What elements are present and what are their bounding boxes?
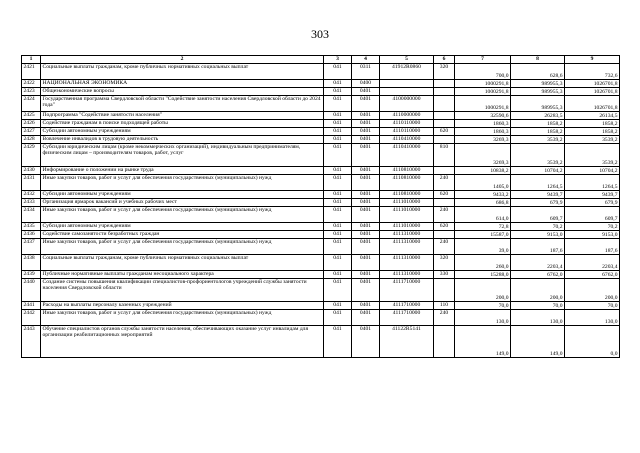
amount-col9: 732,6 [565, 64, 620, 80]
target-article-code: 4111310000 [380, 271, 434, 279]
amount-col8: 6762,0 [511, 271, 565, 279]
target-article-code: 4111010000 [380, 223, 434, 231]
section-code: 0401 [352, 112, 380, 120]
page-number: 303 [311, 27, 329, 41]
table-row [22, 88, 620, 96]
section-code: 0401 [352, 136, 380, 144]
column-header: 3 [324, 56, 352, 64]
row-name: Подпрограмма "Содействие занятости населения" [41, 112, 324, 120]
ministry-code: 041 [324, 239, 352, 255]
amount-col8: 609,7 [511, 207, 565, 223]
amount-col8: 9153,0 [511, 231, 565, 239]
row-number: 2438 [22, 255, 41, 271]
amount-col8: 9439,7 [511, 191, 565, 199]
expense-type-code [434, 167, 455, 175]
target-article-code: 4110110000 [380, 128, 434, 136]
target-article-code: 41122R5141 [380, 326, 434, 358]
table-row [22, 167, 620, 175]
column-header: 1 [22, 56, 41, 64]
row-number: 2433 [22, 199, 41, 207]
amount-col9: 70,2 [565, 223, 620, 231]
ministry-code: 041 [324, 271, 352, 279]
row-name: Субсидии юридическим лицам (кроме некоммерческих организаций), индивидуальным предпринимателям, физическим лицам – производителям товаров, работ, услуг [41, 144, 324, 167]
row-number: 2425 [22, 112, 41, 120]
target-article-code: 4111710000 [380, 302, 434, 310]
table-header-row [22, 56, 620, 64]
row-number: 2422 [22, 80, 41, 88]
section-code: 0401 [352, 128, 380, 136]
ministry-code: 041 [324, 167, 352, 175]
row-name: Иные закупки товаров, работ и услуг для обеспечения государственных (муниципальных) нужд [41, 175, 324, 191]
column-header: 7 [455, 56, 511, 64]
ministry-code: 041 [324, 80, 352, 88]
amount-col9: 6762,0 [565, 271, 620, 279]
column-header: 5 [380, 56, 434, 64]
section-code: 0311 [352, 64, 380, 80]
amount-col7: 39,0 [455, 239, 511, 255]
amount-col7: 70,0 [455, 302, 511, 310]
row-name: Субсидии автономным учреждениям [41, 223, 324, 231]
row-number: 2426 [22, 120, 41, 128]
amount-col8: 200,0 [511, 279, 565, 302]
amount-col9: 10704,2 [565, 167, 620, 175]
section-code: 0401 [352, 223, 380, 231]
amount-col9: 130,0 [565, 310, 620, 326]
amount-col8: 70,2 [511, 223, 565, 231]
row-name: Государственная программа Свердловской области "Содействие занятости населения Свердловской области до 2024 года" [41, 96, 324, 112]
amount-col8: 3539,2 [511, 144, 565, 167]
amount-col9: 1026701,8 [565, 80, 620, 88]
section-code: 0401 [352, 120, 380, 128]
expense-type-code: 620 [434, 191, 455, 199]
amount-col7: 10838,2 [455, 167, 511, 175]
table-row [22, 271, 620, 279]
amount-col8: 3539,2 [511, 136, 565, 144]
row-name: Содействие самозанятости безработных граждан [41, 231, 324, 239]
expense-type-code [434, 112, 455, 120]
column-header: 8 [511, 56, 565, 64]
row-name: Обучение специалистов органов службы занятости населения, обеспечивающих оказание услуг инвалидам для организации реабилитационных мероприятий [41, 326, 324, 358]
table-row [22, 64, 620, 80]
section-code: 0401 [352, 175, 380, 191]
amount-col8: 2203,4 [511, 255, 565, 271]
ministry-code: 041 [324, 88, 352, 96]
amount-col9: 9439,7 [565, 191, 620, 199]
row-name: Создание системы повышения квалификации специалистов-профориентологов учреждений службы занятости населения Свердловской области [41, 279, 324, 302]
amount-col8: 1858,2 [511, 128, 565, 136]
table-row [22, 223, 620, 231]
target-article-code: 4111310000 [380, 231, 434, 239]
row-number: 2436 [22, 231, 41, 239]
expense-type-code [434, 80, 455, 88]
section-code: 0401 [352, 302, 380, 310]
amount-col7: 32590,6 [455, 112, 511, 120]
section-code: 0401 [352, 239, 380, 255]
section-code: 0401 [352, 199, 380, 207]
row-number: 2443 [22, 326, 41, 358]
ministry-code: 041 [324, 112, 352, 120]
expense-type-code: 240 [434, 239, 455, 255]
row-name: Общеэкономические вопросы [41, 88, 324, 96]
expense-type-code: 240 [434, 207, 455, 223]
ministry-code: 041 [324, 207, 352, 223]
table-row [22, 191, 620, 199]
row-number: 2441 [22, 302, 41, 310]
amount-col7: 15288,0 [455, 271, 511, 279]
ministry-code: 041 [324, 199, 352, 207]
table-row [22, 96, 620, 112]
target-article-code: 4110110000 [380, 120, 434, 128]
row-number: 2430 [22, 167, 41, 175]
target-article-code: 4111310000 [380, 255, 434, 271]
ministry-code: 041 [324, 302, 352, 310]
amount-col8: 26283,5 [511, 112, 565, 120]
section-code: 0401 [352, 144, 380, 167]
column-header: 2 [41, 56, 324, 64]
amount-col7: 149,0 [455, 326, 511, 358]
amount-col8: 679,9 [511, 199, 565, 207]
ministry-code: 041 [324, 326, 352, 358]
row-name: Субсидии автономным учреждениям [41, 128, 324, 136]
target-article-code: 4111010000 [380, 207, 434, 223]
amount-col9: 1264,5 [565, 175, 620, 191]
expense-type-code: 810 [434, 144, 455, 167]
target-article-code: 4110410000 [380, 136, 434, 144]
row-name: НАЦИОНАЛЬНАЯ ЭКОНОМИКА [41, 80, 324, 88]
amount-col7: 1000291,8 [455, 88, 511, 96]
expense-type-code [434, 326, 455, 358]
row-number: 2421 [22, 64, 41, 80]
table-row [22, 255, 620, 271]
amount-col9: 187,6 [565, 239, 620, 255]
target-article-code [380, 80, 434, 88]
section-code: 0401 [352, 207, 380, 223]
table-body [22, 64, 620, 358]
section-code: 0401 [352, 271, 380, 279]
section-code: 0401 [352, 279, 380, 302]
amount-col7: 130,0 [455, 310, 511, 326]
amount-col9: 70,0 [565, 302, 620, 310]
amount-col7: 15587,0 [455, 231, 511, 239]
section-code: 0401 [352, 231, 380, 239]
amount-col8: 989955,3 [511, 96, 565, 112]
section-code: 0401 [352, 88, 380, 96]
expense-type-code [434, 199, 455, 207]
amount-col7: 1860,3 [455, 128, 511, 136]
target-article-code: 4110410000 [380, 144, 434, 167]
table-row [22, 326, 620, 358]
amount-col7: 1405,0 [455, 175, 511, 191]
expense-type-code [434, 231, 455, 239]
row-name: Социальные выплаты гражданам, кроме публичных нормативных социальных выплат [41, 255, 324, 271]
table-row [22, 175, 620, 191]
row-number: 2432 [22, 191, 41, 199]
expense-type-code [434, 88, 455, 96]
table-row [22, 279, 620, 302]
row-number: 2423 [22, 88, 41, 96]
row-number: 2427 [22, 128, 41, 136]
amount-col8: 989955,3 [511, 80, 565, 88]
target-article-code: 4111010000 [380, 199, 434, 207]
amount-col7: 1860,3 [455, 120, 511, 128]
amount-col9: 679,9 [565, 199, 620, 207]
ministry-code: 041 [324, 128, 352, 136]
ministry-code: 041 [324, 279, 352, 302]
amount-col7: 9433,2 [455, 191, 511, 199]
expense-type-code [434, 279, 455, 302]
target-article-code: 4111710000 [380, 279, 434, 302]
expense-type-code [434, 120, 455, 128]
row-name: Расходы на выплаты персоналу казенных учреждений [41, 302, 324, 310]
expense-type-code: 320 [434, 64, 455, 80]
expense-type-code: 110 [434, 302, 455, 310]
amount-col9: 2203,4 [565, 255, 620, 271]
row-number: 2429 [22, 144, 41, 167]
expense-type-code: 240 [434, 175, 455, 191]
amount-col8: 628,6 [511, 64, 565, 80]
expense-type-code: 620 [434, 128, 455, 136]
row-number: 2440 [22, 279, 41, 302]
row-name: Субсидии автономным учреждениям [41, 191, 324, 199]
target-article-code: 4110000000 [380, 112, 434, 120]
ministry-code: 041 [324, 136, 352, 144]
amount-col9: 3539,2 [565, 136, 620, 144]
amount-col9: 3539,2 [565, 144, 620, 167]
table-row [22, 207, 620, 223]
budget-table [21, 55, 620, 358]
row-name: Информирование о положении на рынке труда [41, 167, 324, 175]
amount-col7: 3269,3 [455, 144, 511, 167]
expense-type-code [434, 136, 455, 144]
row-number: 2424 [22, 96, 41, 112]
amount-col8: 187,6 [511, 239, 565, 255]
amount-col9: 9153,0 [565, 231, 620, 239]
amount-col7: 700,0 [455, 64, 511, 80]
amount-col9: 200,0 [565, 279, 620, 302]
section-code: 0401 [352, 167, 380, 175]
amount-col9: 1858,2 [565, 120, 620, 128]
expense-type-code [434, 96, 455, 112]
amount-col8: 149,0 [511, 326, 565, 358]
target-article-code: 4110810000 [380, 175, 434, 191]
amount-col7: 686,8 [455, 199, 511, 207]
ministry-code: 041 [324, 120, 352, 128]
section-code: 0401 [352, 96, 380, 112]
amount-col7: 200,0 [455, 279, 511, 302]
ministry-code: 041 [324, 96, 352, 112]
expense-type-code: 320 [434, 255, 455, 271]
column-header: 6 [434, 56, 455, 64]
row-number: 2431 [22, 175, 41, 191]
amount-col7: 3269,3 [455, 136, 511, 144]
ministry-code: 041 [324, 64, 352, 80]
expense-type-code: 330 [434, 271, 455, 279]
ministry-code: 041 [324, 191, 352, 199]
amount-col9: 1858,2 [565, 128, 620, 136]
amount-col9: 26134,5 [565, 112, 620, 120]
expense-type-code: 240 [434, 310, 455, 326]
row-name: Иные закупки товаров, работ и услуг для обеспечения государственных (муниципальных) нужд [41, 239, 324, 255]
section-code: 0401 [352, 326, 380, 358]
target-article-code: 4100000000 [380, 96, 434, 112]
ministry-code: 041 [324, 223, 352, 231]
table-row [22, 199, 620, 207]
row-name: Иные закупки товаров, работ и услуг для обеспечения государственных (муниципальных) нужд [41, 207, 324, 223]
amount-col8: 130,0 [511, 310, 565, 326]
amount-col7: 260,0 [455, 255, 511, 271]
section-code: 0401 [352, 310, 380, 326]
table-row [22, 302, 620, 310]
row-number: 2428 [22, 136, 41, 144]
table-row [22, 112, 620, 120]
table-row [22, 120, 620, 128]
amount-col9: 1026701,8 [565, 96, 620, 112]
amount-col8: 10704,2 [511, 167, 565, 175]
table-row [22, 136, 620, 144]
table-row [22, 128, 620, 136]
target-article-code: 4111310000 [380, 239, 434, 255]
table-row [22, 239, 620, 255]
row-name: Публичные нормативные выплаты гражданам несоциального характера [41, 271, 324, 279]
ministry-code: 041 [324, 310, 352, 326]
row-number: 2439 [22, 271, 41, 279]
amount-col8: 70,0 [511, 302, 565, 310]
ministry-code: 041 [324, 175, 352, 191]
row-name: Иные закупки товаров, работ и услуг для обеспечения государственных (муниципальных) нужд [41, 310, 324, 326]
row-number: 2437 [22, 239, 41, 255]
row-name: Содействие гражданам в поиске подходящей работы [41, 120, 324, 128]
amount-col9: 1026701,8 [565, 88, 620, 96]
row-name: Социальные выплаты гражданам, кроме публичных нормативных социальных выплат [41, 64, 324, 80]
ministry-code: 041 [324, 231, 352, 239]
expense-type-code: 620 [434, 223, 455, 231]
table-row [22, 231, 620, 239]
table-row [22, 80, 620, 88]
target-article-code: 4111710000 [380, 310, 434, 326]
row-number: 2435 [22, 223, 41, 231]
row-name: Вовлечение инвалидов в трудовую деятельность [41, 136, 324, 144]
target-article-code: 41912R0860 [380, 64, 434, 80]
amount-col8: 989955,3 [511, 88, 565, 96]
amount-col7: 1000291,8 [455, 96, 511, 112]
section-code: 0401 [352, 255, 380, 271]
ministry-code: 041 [324, 255, 352, 271]
amount-col9: 609,7 [565, 207, 620, 223]
amount-col8: 1858,2 [511, 120, 565, 128]
row-name: Организация ярмарок вакансий и учебных рабочих мест [41, 199, 324, 207]
amount-col7: 614,0 [455, 207, 511, 223]
amount-col7: 1000291,8 [455, 80, 511, 88]
amount-col9: 0,0 [565, 326, 620, 358]
column-header: 9 [565, 56, 620, 64]
ministry-code: 041 [324, 144, 352, 167]
target-article-code: 4110810000 [380, 167, 434, 175]
row-number: 2434 [22, 207, 41, 223]
amount-col7: 72,8 [455, 223, 511, 231]
amount-col8: 1264,5 [511, 175, 565, 191]
row-number: 2442 [22, 310, 41, 326]
section-code: 0400 [352, 80, 380, 88]
target-article-code: 4110810000 [380, 191, 434, 199]
column-header: 4 [352, 56, 380, 64]
table-row [22, 144, 620, 167]
table-row [22, 310, 620, 326]
target-article-code [380, 88, 434, 96]
section-code: 0401 [352, 191, 380, 199]
